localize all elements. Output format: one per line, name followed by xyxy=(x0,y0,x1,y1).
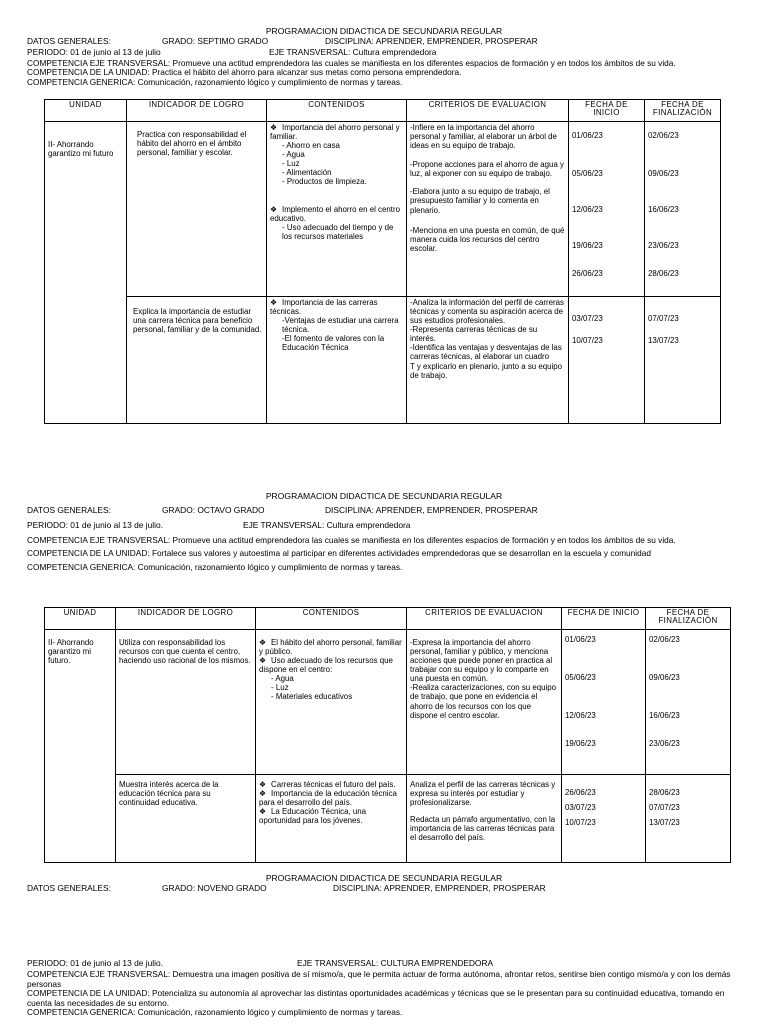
sub-item: - Agua xyxy=(282,150,305,160)
contenido-item: Importancia del ahorro personal y familiar. xyxy=(270,123,400,142)
criterio-item: Redacta un párrafo argumentativo, con la importancia de las carreras técnicas para el desarrollo del país. xyxy=(410,815,556,843)
date-value: 12/06/23 xyxy=(565,711,596,721)
header-cell: FECHA DE INICIO xyxy=(569,100,645,122)
criterios-cell xyxy=(407,775,562,863)
disciplina-text: DISCIPLINA: APRENDER, EMPRENDER, PROSPERAR xyxy=(333,882,546,893)
date-value: 28/06/23 xyxy=(648,269,679,279)
competencia-unidad: COMPETENCIA DE LA UNIDAD: Potencializa su autonomía al aprovechar las distintas oportunidades académicas y técnicas que se le presentan para su continuidad educativa, tomando en cuenta las necesidades de su entorno. xyxy=(27,988,725,1008)
section-noveno xyxy=(27,959,741,1018)
grado-text: GRADO: NOVENO GRADO xyxy=(162,882,267,893)
plan-table-octavo xyxy=(44,607,731,863)
sub-item: -El fomento de valores con la Educación Técnica xyxy=(282,334,385,353)
date-value: 07/07/23 xyxy=(648,314,679,323)
date-value: 28/06/23 xyxy=(649,788,680,797)
contenidos-cell xyxy=(256,775,407,863)
criterio-item: -Propone acciones para el ahorro de agua y luz, al exponer con su equipo de trabajo. xyxy=(410,160,564,179)
contenidos-cell xyxy=(267,122,407,297)
table-header-row xyxy=(45,100,721,122)
date-value: 01/06/23 xyxy=(565,635,596,644)
sub-item: - Materiales educativos xyxy=(271,692,353,702)
criterios-cell xyxy=(407,297,569,424)
header-cell: CRITERIOS DE EVALUACION xyxy=(407,100,569,122)
date-value: 23/06/23 xyxy=(649,739,680,749)
competencia-unidad: COMPETENCIA DE LA UNIDAD: Fortalece sus valores y autoestima al participar en diferentes actividades emprendedoras que se desarrollan en la escuela y comunidad xyxy=(27,548,651,559)
page-title: PROGRAMACION DIDACTICA DE SECUNDARIA REGULAR xyxy=(265,873,503,883)
fecha-inicio-cell xyxy=(562,775,646,863)
date-value: 19/06/23 xyxy=(572,241,603,251)
table-row xyxy=(45,775,731,863)
datos-generales-label: DATOS GENERALES: xyxy=(27,504,111,515)
contenido-item: La Educación Técnica, una oportunidad para los jóvenes. xyxy=(259,807,367,826)
fecha-fin-cell xyxy=(646,630,731,775)
bullet-icon: ❖ xyxy=(259,780,267,789)
section-septimo xyxy=(27,27,741,87)
periodo-text: PERIODO: 01 de junio al 13 de julio xyxy=(27,46,161,57)
contenidos-cell xyxy=(256,630,407,775)
criterio-item: -Menciona en una puesta en común, de qué manera cuida los recursos del centro escolar. xyxy=(410,225,565,253)
fecha-fin-cell xyxy=(645,297,721,424)
date-value: 09/06/23 xyxy=(648,169,679,179)
date-value: 26/06/23 xyxy=(565,788,596,797)
criterio-item: -Expresa la importancia del ahorro personal, familiar y público, y menciona acciones que puede poner en practica al trabajar con su equipo y lo comparte en una puesta en común. xyxy=(410,638,553,684)
disciplina-text: DISCIPLINA: APRENDER, EMPRENDER, PROSPERAR xyxy=(325,35,538,46)
bullet-icon: ❖ xyxy=(259,807,267,817)
contenido-item: Carreras técnicas el futuro del país. xyxy=(271,780,396,789)
header-cell: CONTENIDOS xyxy=(267,100,407,122)
date-value: 10/07/23 xyxy=(565,818,596,828)
header-cell: UNIDAD xyxy=(45,100,127,122)
criterios-cell xyxy=(407,122,569,297)
fecha-fin-cell xyxy=(645,122,721,297)
date-value: 12/06/23 xyxy=(572,205,603,215)
date-value: 16/06/23 xyxy=(649,711,680,721)
datos-generales-label: DATOS GENERALES: xyxy=(27,35,111,46)
date-value: 13/07/23 xyxy=(649,818,680,828)
contenido-item: Importancia de las carreras técnicas. xyxy=(270,298,378,317)
date-value: 16/06/23 xyxy=(648,205,679,215)
sub-item: - Luz xyxy=(271,683,289,693)
bullet-icon: ❖ xyxy=(270,298,278,307)
sub-item: - Ahorro en casa xyxy=(282,141,340,151)
date-value: 02/06/23 xyxy=(649,635,680,644)
date-value: 13/07/23 xyxy=(648,336,679,346)
criterio-item: -Analiza la información del perfil de carreras técnicas y comenta su aspiración acerca de sus estudios profesionales. xyxy=(410,298,564,326)
page-title: PROGRAMACION DIDACTICA DE SECUNDARIA REGULAR xyxy=(265,491,503,501)
date-value: 23/06/23 xyxy=(648,241,679,251)
header-cell: INDICADOR DE LOGRO xyxy=(116,608,256,630)
header-cell: FECHA DE FINALIZACIÓN xyxy=(645,100,721,122)
disciplina-text: DISCIPLINA: APRENDER, EMPRENDER, PROSPERAR xyxy=(325,504,538,515)
competencia-eje: COMPETENCIA EJE TRANSVERSAL: Promueve una actitud emprendedora las cuales se manifiesta en los diferentes espacios de formación y en todos los ámbitos de su vida. xyxy=(27,57,676,68)
header-cell: CONTENIDOS xyxy=(256,608,407,630)
competencia-eje: COMPETENCIA EJE TRANSVERSAL: Promueve una actitud emprendedora las cuales se manifiesta en los diferentes espacios de formación y en todos los ámbitos de su vida. xyxy=(27,534,676,545)
contenido-item: Importancia de la educación técnica para el desarrollo del país. xyxy=(259,789,397,808)
section-octavo xyxy=(27,492,741,572)
fecha-fin-cell xyxy=(646,775,731,863)
sub-item: - Alimentación xyxy=(282,168,332,178)
date-value: 09/06/23 xyxy=(649,673,680,683)
criterio-item: -Identifica las ventajas y desventajas de las carreras técnicas, al elaborar un cuadro xyxy=(410,343,562,362)
bullet-icon: ❖ xyxy=(259,638,267,647)
header-cell: CRITERIOS DE EVALUACION xyxy=(407,608,562,630)
criterio-item: Analiza el perfil de las carreras técnicas y expresa su interés por estudiar y profesionalizarse. xyxy=(410,780,556,808)
bullet-icon: ❖ xyxy=(259,656,267,666)
indicador-cell: Explica la importancia de estudiar una carrera técnica para beneficio personal, familiar y de la comunidad. xyxy=(127,297,267,424)
contenido-item: Uso adecuado de los recursos que dispone en el centro: xyxy=(259,656,393,675)
competencia-unidad: COMPETENCIA DE LA UNIDAD: Practica el hábito del ahorro para alcanzar sus metas como persona emprendedora. xyxy=(27,67,462,78)
date-value: 03/07/23 xyxy=(565,803,596,813)
criterio-item: -Elabora junto a su equipo de trabajo, el presupuesto familiar y lo comenta en plenario. xyxy=(410,187,550,215)
date-value: 26/06/23 xyxy=(572,269,603,279)
eje-text: EJE TRANSVERSAL: Cultura emprendedora xyxy=(269,46,437,57)
criterio-item: -Realiza caracterizaciones, con su equipo de trabajo, que pone en evidencia el ahorro de los recursos con los que dispone el centro escolar. xyxy=(410,683,557,720)
header-cell: INDICADOR DE LOGRO xyxy=(127,100,267,122)
fecha-inicio-cell xyxy=(562,630,646,775)
date-value: 01/06/23 xyxy=(572,131,603,140)
bullet-icon: ❖ xyxy=(270,123,278,132)
table-row xyxy=(45,122,721,297)
criterio-item: -Representa carreras técnicas de su interés. xyxy=(410,325,538,344)
bullet-icon: ❖ xyxy=(259,789,267,799)
bullet-icon: ❖ xyxy=(270,204,278,214)
contenido-item: Implemento el ahorro en el centro educativo. xyxy=(270,204,400,223)
header-cell: UNIDAD xyxy=(45,608,116,630)
competencia-generica: COMPETENCIA GENERICA: Comunicación, razonamiento lógico y cumplimiento de normas y tareas. xyxy=(27,76,403,87)
criterios-cell xyxy=(407,630,562,775)
date-value: 02/06/23 xyxy=(648,131,679,140)
competencia-generica: COMPETENCIA GENERICA: Comunicación, razonamiento lógico y cumplimiento de normas y tareas. xyxy=(27,561,403,572)
eje-text: EJE TRANSVERSAL: CULTURA EMPRENDEDORA xyxy=(297,958,494,968)
indicador-cell: Utiliza con responsabilidad los recursos con que cuenta el centro, haciendo uso racional de los mismos. xyxy=(116,630,256,775)
fecha-inicio-cell xyxy=(569,297,645,424)
competencia-eje: COMPETENCIA EJE TRANSVERSAL: Demuestra una imagen positiva de sí mismo/a, que le permita actuar de forma autónoma, afrontar retos, sentirse bien contigo mismo/a y con los demás personas xyxy=(27,969,731,989)
competencia-generica: COMPETENCIA GENERICA: Comunicación, razonamiento lógico y cumplimiento de normas y tareas. xyxy=(27,1007,403,1018)
indicador-cell: Muestra interés acerca de la educación técnica para su continuidad educativa. xyxy=(116,775,256,863)
sub-item: - Uso adecuado del tiempo y de los recursos materiales xyxy=(282,222,394,241)
contenidos-cell xyxy=(267,297,407,424)
date-value: 19/06/23 xyxy=(565,739,596,749)
section-noveno-header xyxy=(27,874,741,895)
periodo-text: PERIODO: 01 de junio al 13 de julio. xyxy=(27,958,163,968)
date-value: 05/06/23 xyxy=(565,673,596,683)
table-header-row xyxy=(45,608,731,630)
table-row xyxy=(45,297,721,424)
date-value: 05/06/23 xyxy=(572,169,603,179)
date-value: 10/07/23 xyxy=(572,336,603,346)
criterio-item: T y explicarlo en plenario, junto a su equipo de trabajo. xyxy=(410,361,563,380)
contenido-item: El hábito del ahorro personal, familiar y público. xyxy=(259,638,402,657)
sub-item: -Ventajas de estudiar una carrera técnica. xyxy=(282,316,399,335)
grado-text: GRADO: SEPTIMO GRADO xyxy=(162,35,269,46)
unidad-cell: II- Ahorrando garantizo mi futuro xyxy=(45,122,127,424)
criterio-item: -Infiere en la importancia del ahorro personal y familiar, al elaborar un árbol de ideas en su equipo de trabajo. xyxy=(410,123,557,151)
datos-generales-label: DATOS GENERALES: xyxy=(27,882,111,893)
date-value: 03/07/23 xyxy=(572,314,603,323)
unidad-cell: II- Ahorrando garantizo mi futuro. xyxy=(45,630,116,863)
eje-text: EJE TRANSVERSAL: Cultura emprendedora xyxy=(243,519,411,530)
sub-item: - Luz xyxy=(282,159,300,169)
sub-item: - Productos de limpieza. xyxy=(282,177,367,187)
table-row xyxy=(45,630,731,775)
sub-item: - Agua xyxy=(271,674,294,684)
header-cell: FECHA DE FINALIZACIÓN xyxy=(646,608,731,630)
fecha-inicio-cell xyxy=(569,122,645,297)
plan-table-septimo xyxy=(44,99,721,424)
header-cell: FECHA DE INICIO xyxy=(562,608,646,630)
periodo-text: PERIODO: 01 de junio al 13 de julio. xyxy=(27,519,163,530)
grado-text: GRADO: OCTAVO GRADO xyxy=(162,504,265,515)
date-value: 07/07/23 xyxy=(649,803,680,813)
indicador-cell: Practica con responsabilidad el hábito del ahorro en el ámbito personal, familiar y escolar. xyxy=(127,122,267,297)
page-title: PROGRAMACION DIDACTICA DE SECUNDARIA REGULAR xyxy=(265,26,503,36)
